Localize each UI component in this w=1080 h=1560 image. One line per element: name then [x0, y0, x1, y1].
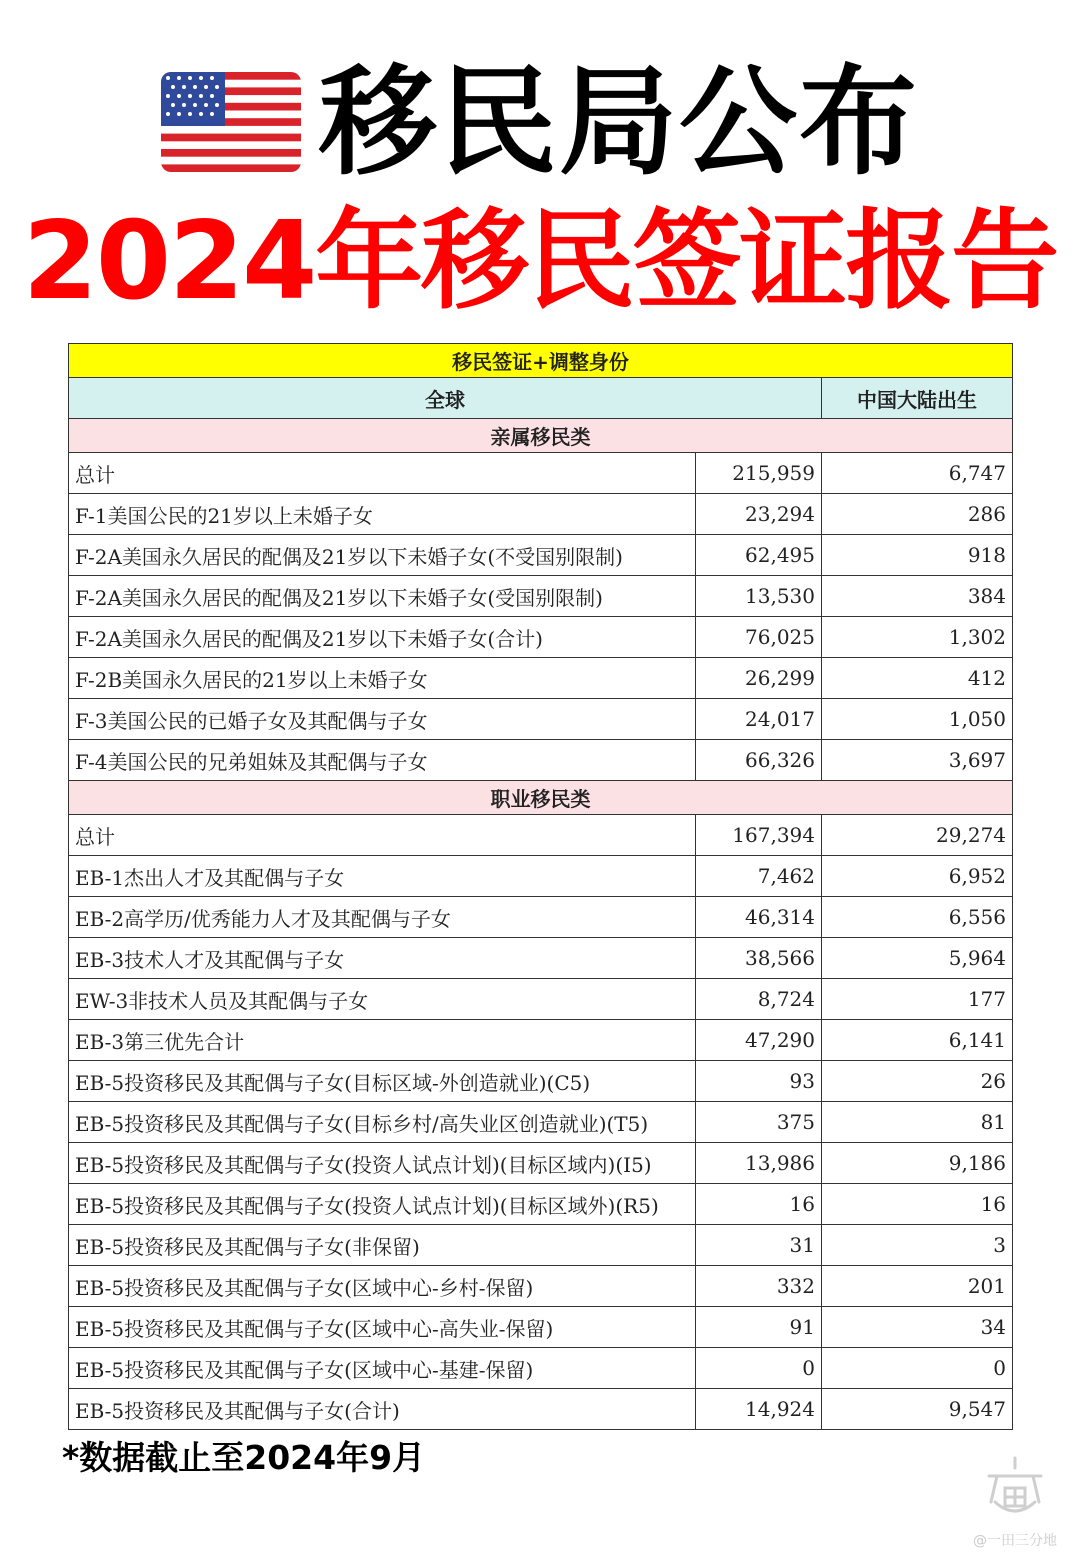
table-row: [69, 699, 1013, 740]
table-row: [69, 856, 1013, 897]
row-label: F-3美国公民的已婚子女及其配偶与子女: [69, 699, 696, 740]
row-value-global: 8,724: [696, 979, 822, 1020]
table-row: [69, 1061, 1013, 1102]
row-value-china: 1,050: [822, 699, 1013, 740]
table-row: [69, 1143, 1013, 1184]
watermark-text: @一田三分地: [973, 1533, 1057, 1549]
row-value-china: 9,186: [822, 1143, 1013, 1184]
row-label: EB-5投资移民及其配偶与子女(投资人试点计划)(目标区域外)(R5): [69, 1184, 696, 1225]
row-value-global: 26,299: [696, 658, 822, 699]
row-value-global: 91: [696, 1307, 822, 1348]
row-value-global: 66,326: [696, 740, 822, 781]
row-value-global: 13,986: [696, 1143, 822, 1184]
row-value-global: 31: [696, 1225, 822, 1266]
row-value-global: 13,530: [696, 576, 822, 617]
row-value-global: 375: [696, 1102, 822, 1143]
table-column-header-row: [69, 378, 1013, 419]
row-value-china: 5,964: [822, 938, 1013, 979]
title-text-black: 移民局公布: [318, 53, 919, 191]
row-value-china: 34: [822, 1307, 1013, 1348]
row-value-global: 47,290: [696, 1020, 822, 1061]
row-value-china: 201: [822, 1266, 1013, 1307]
row-value-china: 3,697: [822, 740, 1013, 781]
table-row: [69, 1184, 1013, 1225]
row-label: F-4美国公民的兄弟姐妹及其配偶与子女: [69, 740, 696, 781]
table-row: [69, 1020, 1013, 1061]
row-value-china: 29,274: [822, 815, 1013, 856]
table-row: [69, 1225, 1013, 1266]
table-row: [69, 740, 1013, 781]
table-row: [69, 1307, 1013, 1348]
row-label: EB-3技术人才及其配偶与子女: [69, 938, 696, 979]
watermark-logo-icon: [975, 1454, 1055, 1526]
row-label: EB-2高学历/优秀能力人才及其配偶与子女: [69, 897, 696, 938]
table-row: [69, 979, 1013, 1020]
row-label: EB-5投资移民及其配偶与子女(区域中心-高失业-保留): [69, 1307, 696, 1348]
row-label: 总计: [69, 453, 696, 494]
row-label: EB-5投资移民及其配偶与子女(目标乡村/高失业区创造就业)(T5): [69, 1102, 696, 1143]
row-label: EW-3非技术人员及其配偶与子女: [69, 979, 696, 1020]
section-title: 亲属移民类: [69, 419, 1013, 453]
table-row: [69, 1266, 1013, 1307]
row-value-global: 0: [696, 1348, 822, 1389]
table-row: [69, 617, 1013, 658]
section-header-row: [69, 781, 1013, 815]
row-label: EB-5投资移民及其配偶与子女(非保留): [69, 1225, 696, 1266]
row-label: F-2A美国永久居民的配偶及21岁以下未婚子女(合计): [69, 617, 696, 658]
row-value-china: 286: [822, 494, 1013, 535]
row-value-china: 918: [822, 535, 1013, 576]
row-value-china: 16: [822, 1184, 1013, 1225]
us-flag-icon: [161, 72, 301, 172]
row-value-china: 0: [822, 1348, 1013, 1389]
section-title: 职业移民类: [69, 781, 1013, 815]
row-value-global: 46,314: [696, 897, 822, 938]
row-value-global: 76,025: [696, 617, 822, 658]
row-value-china: 6,747: [822, 453, 1013, 494]
title-line-1: [0, 52, 1080, 192]
table-row: [69, 658, 1013, 699]
row-value-global: 62,495: [696, 535, 822, 576]
title-text-red: 2024年移民签证报告: [22, 199, 1058, 324]
row-value-global: 24,017: [696, 699, 822, 740]
row-label: EB-1杰出人才及其配偶与子女: [69, 856, 696, 897]
row-value-china: 412: [822, 658, 1013, 699]
table-main-header: 移民签证+调整身份: [69, 344, 1013, 378]
row-value-china: 6,952: [822, 856, 1013, 897]
table-main-header-row: [69, 344, 1013, 378]
table-row: [69, 1389, 1013, 1430]
row-value-global: 7,462: [696, 856, 822, 897]
table-row: [69, 494, 1013, 535]
table-row: [69, 453, 1013, 494]
row-value-china: 1,302: [822, 617, 1013, 658]
table-row: [69, 897, 1013, 938]
row-value-global: 215,959: [696, 453, 822, 494]
row-value-china: 177: [822, 979, 1013, 1020]
row-value-global: 38,566: [696, 938, 822, 979]
row-label: F-2A美国永久居民的配偶及21岁以下未婚子女(受国别限制): [69, 576, 696, 617]
table-row: [69, 535, 1013, 576]
row-value-global: 16: [696, 1184, 822, 1225]
row-label: EB-3第三优先合计: [69, 1020, 696, 1061]
row-label: EB-5投资移民及其配偶与子女(合计): [69, 1389, 696, 1430]
watermark: [960, 1454, 1070, 1554]
row-value-china: 3: [822, 1225, 1013, 1266]
section-header-row: [69, 419, 1013, 453]
row-label: EB-5投资移民及其配偶与子女(区域中心-乡村-保留): [69, 1266, 696, 1307]
row-label: EB-5投资移民及其配偶与子女(区域中心-基建-保留): [69, 1348, 696, 1389]
row-label: F-2B美国永久居民的21岁以上未婚子女: [69, 658, 696, 699]
row-value-global: 14,924: [696, 1389, 822, 1430]
footnote: *数据截止至2024年9月: [62, 1438, 426, 1477]
row-value-global: 332: [696, 1266, 822, 1307]
row-value-china: 6,556: [822, 897, 1013, 938]
row-label: EB-5投资移民及其配偶与子女(投资人试点计划)(目标区域内)(I5): [69, 1143, 696, 1184]
visa-data-table: [68, 343, 1013, 1430]
row-label: F-1美国公民的21岁以上未婚子女: [69, 494, 696, 535]
row-value-china: 81: [822, 1102, 1013, 1143]
table-row: [69, 938, 1013, 979]
column-header-global: 全球: [69, 378, 822, 419]
table-row: [69, 576, 1013, 617]
row-value-global: 93: [696, 1061, 822, 1102]
row-value-global: 23,294: [696, 494, 822, 535]
column-header-china: 中国大陆出生: [822, 378, 1013, 419]
table-row: [69, 815, 1013, 856]
table-row: [69, 1348, 1013, 1389]
row-value-china: 26: [822, 1061, 1013, 1102]
row-value-global: 167,394: [696, 815, 822, 856]
table-row: [69, 1102, 1013, 1143]
row-value-china: 6,141: [822, 1020, 1013, 1061]
row-value-china: 9,547: [822, 1389, 1013, 1430]
row-label: F-2A美国永久居民的配偶及21岁以下未婚子女(不受国别限制): [69, 535, 696, 576]
row-label: EB-5投资移民及其配偶与子女(目标区域-外创造就业)(C5): [69, 1061, 696, 1102]
row-value-china: 384: [822, 576, 1013, 617]
row-label: 总计: [69, 815, 696, 856]
